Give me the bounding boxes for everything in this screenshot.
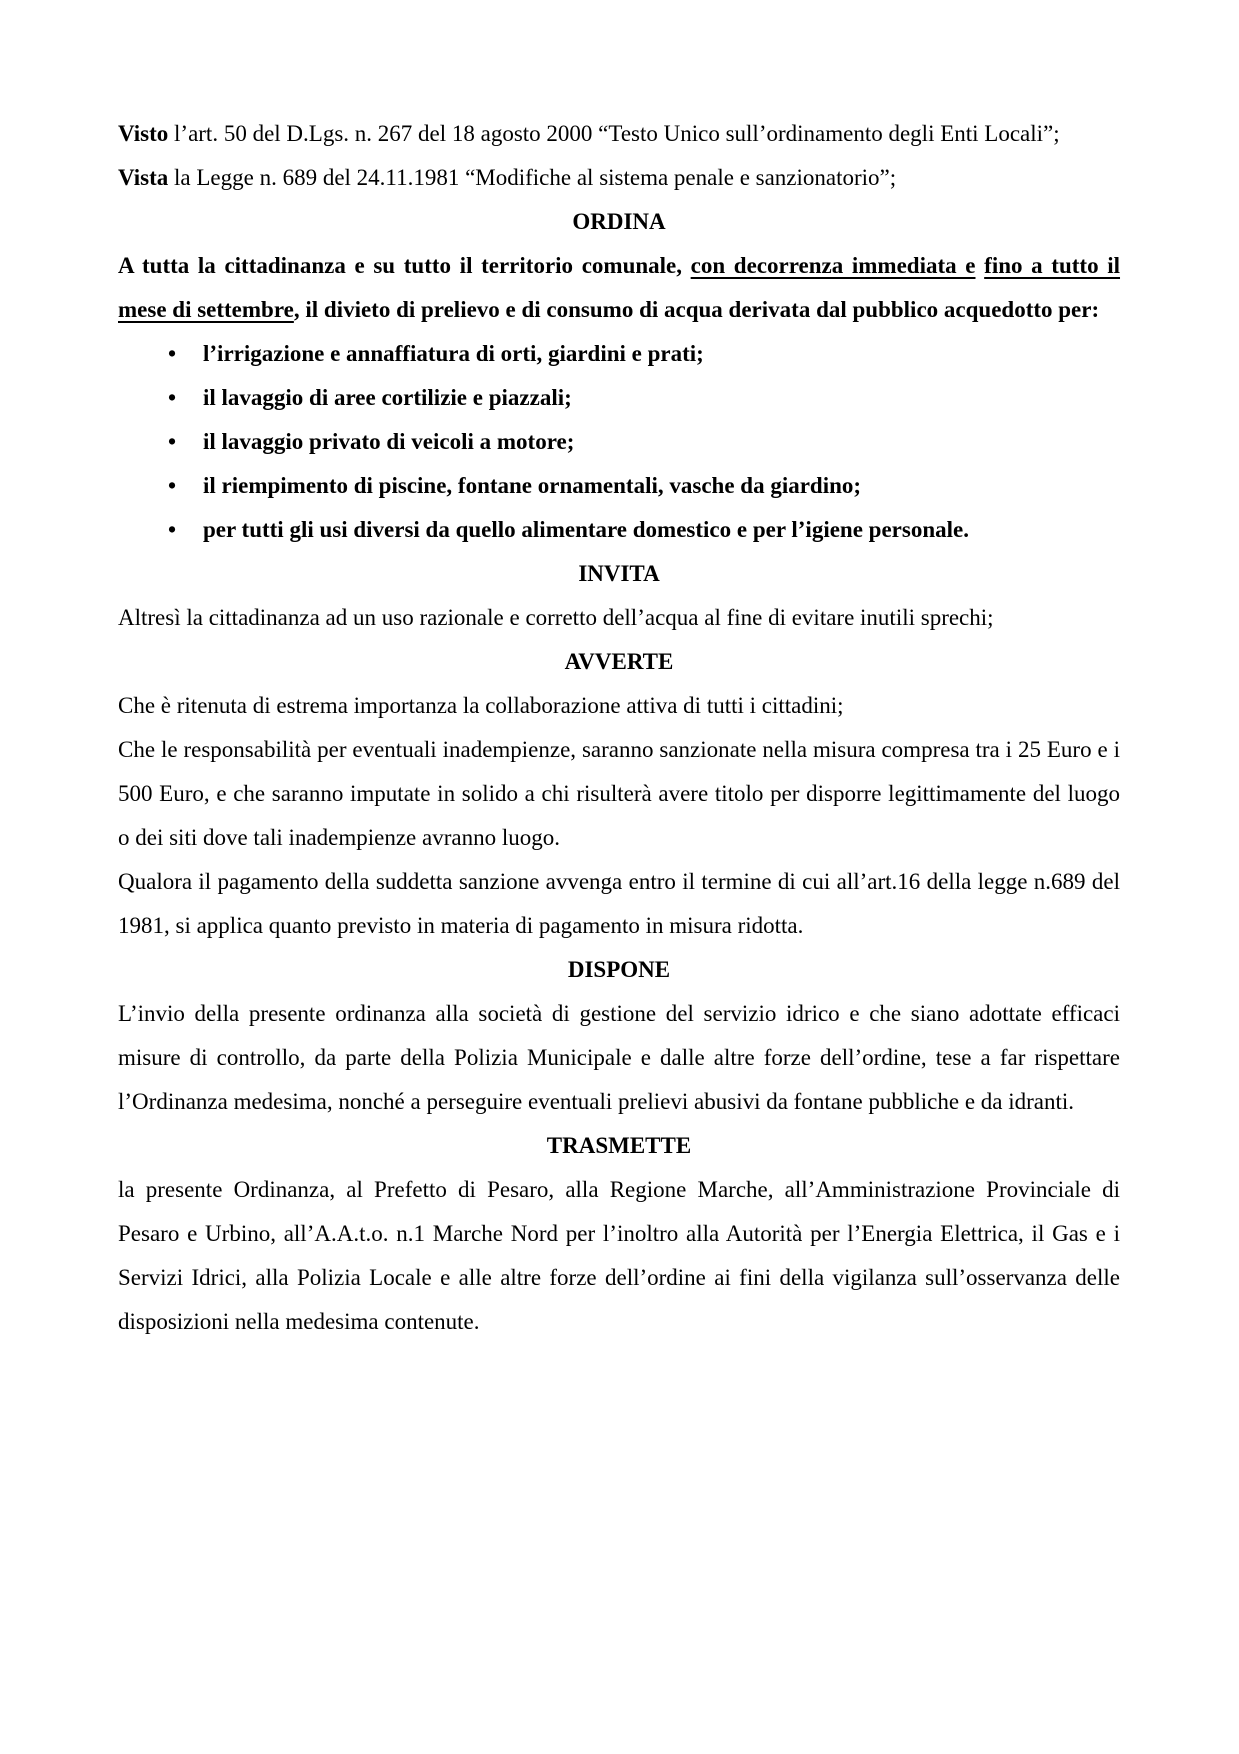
bullet-icon: • — [168, 517, 177, 542]
bullet-icon: • — [168, 385, 177, 410]
paragraph-pagamento-ridotto — [118, 860, 1120, 948]
text-run: A tutta la cittadinanza e su tutto il territorio comunale, — [118, 253, 691, 278]
bullet-icon: • — [168, 341, 177, 366]
text-run: AVVERTE — [564, 649, 674, 674]
paragraph-sanzioni — [118, 728, 1120, 860]
list-item-text — [203, 517, 969, 542]
heading-invita — [118, 552, 1120, 596]
text-run: il lavaggio di aree cortilizie e piazzali; — [203, 385, 572, 410]
list-item-text — [203, 385, 572, 410]
text-run: il lavaggio privato di veicoli a motore; — [203, 429, 575, 454]
text-run: , il divieto di prelievo e di consumo di acqua derivata dal pubblico acquedotto per: — [293, 297, 1100, 322]
text-run: Che è ritenuta di estrema importanza la collaborazione attiva di tutti i cittadini; — [118, 693, 844, 718]
list-item-lavaggio-veicoli — [118, 420, 1120, 464]
heading-dispone — [118, 948, 1120, 992]
paragraph-disposizioni — [118, 992, 1120, 1124]
paragraph-collaborazione — [118, 684, 1120, 728]
list-item-text — [203, 473, 861, 498]
text-run: Visto — [118, 121, 169, 146]
text-run: l’art. 50 del D.Lgs. n. 267 del 18 agosto 2000 “Testo Unico sull’ordinamento degli Enti Locali”; — [168, 121, 1060, 146]
paragraph-ordinance-scope — [118, 244, 1120, 332]
text-run: la Legge n. 689 del 24.11.1981 “Modifiche al sistema penale e sanzionatorio”; — [168, 165, 897, 190]
heading-ordina — [118, 200, 1120, 244]
list-item-irrigazione — [118, 332, 1120, 376]
heading-avverte — [118, 640, 1120, 684]
text-run: Vista — [118, 165, 169, 190]
heading-trasmette — [118, 1124, 1120, 1168]
list-item-text — [203, 429, 574, 454]
text-run: il riempimento di piscine, fontane ornamentali, vasche da giardino; — [203, 473, 862, 498]
list-item-riempimento-piscine — [118, 464, 1120, 508]
bullet-icon: • — [168, 429, 177, 454]
text-run: la presente Ordinanza, al Prefetto di Pesaro, alla Regione Marche, all’Amministrazione Provinciale di Pesaro e Urbino, all’A.A.t.o. n.1 Marche Nord per l’inoltro alla Autorità per l’Energia Elettrica, il Gas e i Servizi Idrici, alla Polizia Locale e alle altre forze dell’ordine ai fini della vigilanza sull’osservanza delle disposizioni nella medesima contenute. — [118, 1177, 1120, 1334]
text-run: Che le responsabilità per eventuali inadempienze, saranno sanzionate nella misura compresa tra i 25 Euro e i 500 Euro, e che saranno imputate in solido a chi risulterà avere titolo per disporre legittimamente del luogo o dei siti dove tali inadempienze avranno luogo. — [118, 737, 1120, 850]
list-item-text — [203, 341, 704, 366]
text-run: TRASMETTE — [546, 1133, 692, 1158]
text-run: ORDINA — [572, 209, 666, 234]
text-run: INVITA — [578, 561, 660, 586]
text-run: Altresì la cittadinanza ad un uso razionale e corretto dell’acqua al fine di evitare inutili sprechi; — [118, 605, 994, 630]
paragraph-vista — [118, 156, 1120, 200]
text-run: L’invio della presente ordinanza alla società di gestione del servizio idrico e che siano adottate efficaci misure di controllo, da parte della Polizia Municipale e dalle altre forze dell’ordine, tese a far rispettare l’Ordinanza medesima, nonché a perseguire eventuali prelievi abusivi da fontane pubbliche e da idranti. — [118, 1001, 1120, 1114]
text-run: l’irrigazione e annaffiatura di orti, giardini e prati; — [203, 341, 704, 366]
list-item-usi-diversi — [118, 508, 1120, 552]
list-item-lavaggio-aree — [118, 376, 1120, 420]
text-run: Qualora il pagamento della suddetta sanzione avvenga entro il termine di cui all’art.16 della legge n.689 del 1981, si applica quanto previsto in materia di pagamento in misura ridotta. — [118, 869, 1120, 938]
paragraph-visto — [118, 112, 1120, 156]
text-run: per tutti gli usi diversi da quello alimentare domestico e per l’igiene personale. — [203, 517, 969, 542]
paragraph-invito — [118, 596, 1120, 640]
bullet-icon: • — [168, 473, 177, 498]
text-run: con decorrenza immediata e — [690, 253, 976, 278]
text-run: DISPONE — [567, 957, 671, 982]
paragraph-trasmissione — [118, 1168, 1120, 1344]
text-run: fino a tutto il mese di settembre — [118, 253, 1121, 322]
text-run — [976, 253, 985, 278]
